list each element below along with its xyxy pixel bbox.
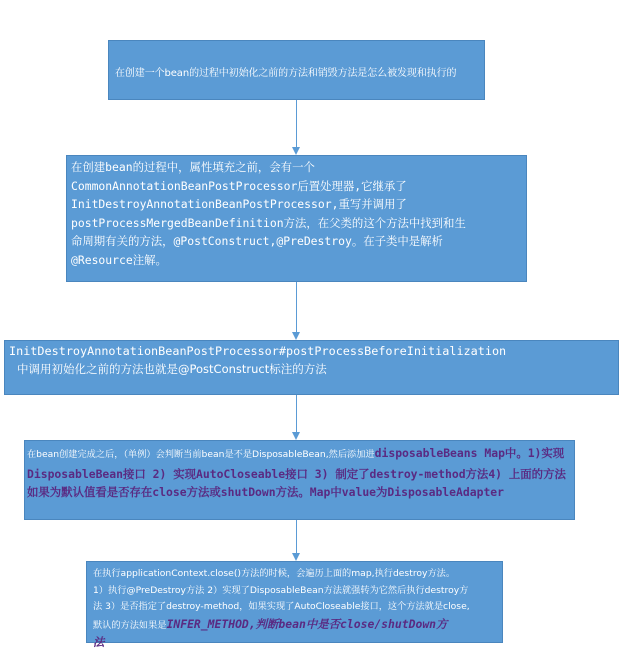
connector-arrow-3: [296, 395, 297, 432]
step-5-line-2: 1）执行@PreDestroy方法 2）实现了DisposableBean方法就强转为它然后执行destroy方: [93, 584, 469, 596]
step-5-line-5-highlight: 法: [93, 635, 105, 649]
connector-arrow-4: [296, 520, 297, 553]
step-1-text: 在创建一个bean的过程中初始化之前的方法和销毁方法是怎么被发现和执行的: [115, 68, 457, 79]
step-box-5: [86, 561, 503, 649]
step-2-line-3: InitDestroyAnnotationBeanPostProcessor,重写并调用了: [71, 197, 407, 212]
connector-arrow-2: [296, 282, 297, 332]
step-box-4: [24, 440, 575, 520]
step-2-text: [71, 158, 521, 270]
step-box-3: [4, 340, 619, 395]
connector-arrow-1: [296, 100, 297, 147]
step-3-line-1: InitDestroyAnnotationBeanPostProcessor#postProcessBeforeInitialization: [9, 344, 507, 358]
step-box-2: [66, 155, 527, 282]
step-5-line-4-highlight: INFER_METHOD,判断bean中是否close/shutDown方: [166, 616, 448, 631]
step-5-line-4-plain: 默认的方法如果是: [93, 619, 167, 631]
step-5-line-3: 法 3）是否指定了destroy-method，如果实现了AutoCloseable接口，这个方法就是close,: [93, 601, 470, 612]
step-box-1: [108, 40, 485, 100]
step-2-line-1: 在创建bean的过程中，属性填充之前，会有一个: [71, 160, 315, 174]
step-5-line-1: 在执行applicationContext.close()方法的时候，会遍历上面的map,执行destroy方法。: [93, 568, 456, 579]
step-5-line-4: [93, 616, 501, 635]
step-2-line-6: @Resource注解。: [71, 252, 167, 267]
step-2-line-5: 命周期有关的方法，@PostConstruct,@PreDestroy。在子类中是解析: [71, 234, 443, 249]
step-4-highlight-text: disposableBeans Map中。1)实现DisposableBean接口 2) 实现AutoCloseable接口 3) 制定了destroy-method方法4) 上面的方法如果为默认值看是否存在close方法或shutDown方法。Map中value为DisposableAdapter: [27, 446, 566, 499]
arrow-head-1-icon: [292, 147, 300, 155]
step-3-line-2: 中调用初始化之前的方法也就是@PostConstruct标注的方法: [17, 362, 327, 376]
arrow-head-2-icon: [292, 332, 300, 340]
step-4-text: [27, 444, 571, 502]
step-4-plain-text: 在bean创建完成之后，（单例）会判断当前bean是不是DisposableBean,然后添加进: [27, 449, 375, 460]
step-5-line-5: [93, 634, 501, 653]
step-2-line-4: postProcessMergedBeanDefinition方法，在父类的这个方法中找到和生: [71, 215, 466, 230]
step-5-text: [93, 566, 501, 653]
arrow-head-4-icon: [292, 553, 300, 561]
step-2-line-2: CommonAnnotationBeanPostProcessor后置处理器,它继承了: [71, 178, 407, 193]
arrow-head-3-icon: [292, 432, 300, 440]
